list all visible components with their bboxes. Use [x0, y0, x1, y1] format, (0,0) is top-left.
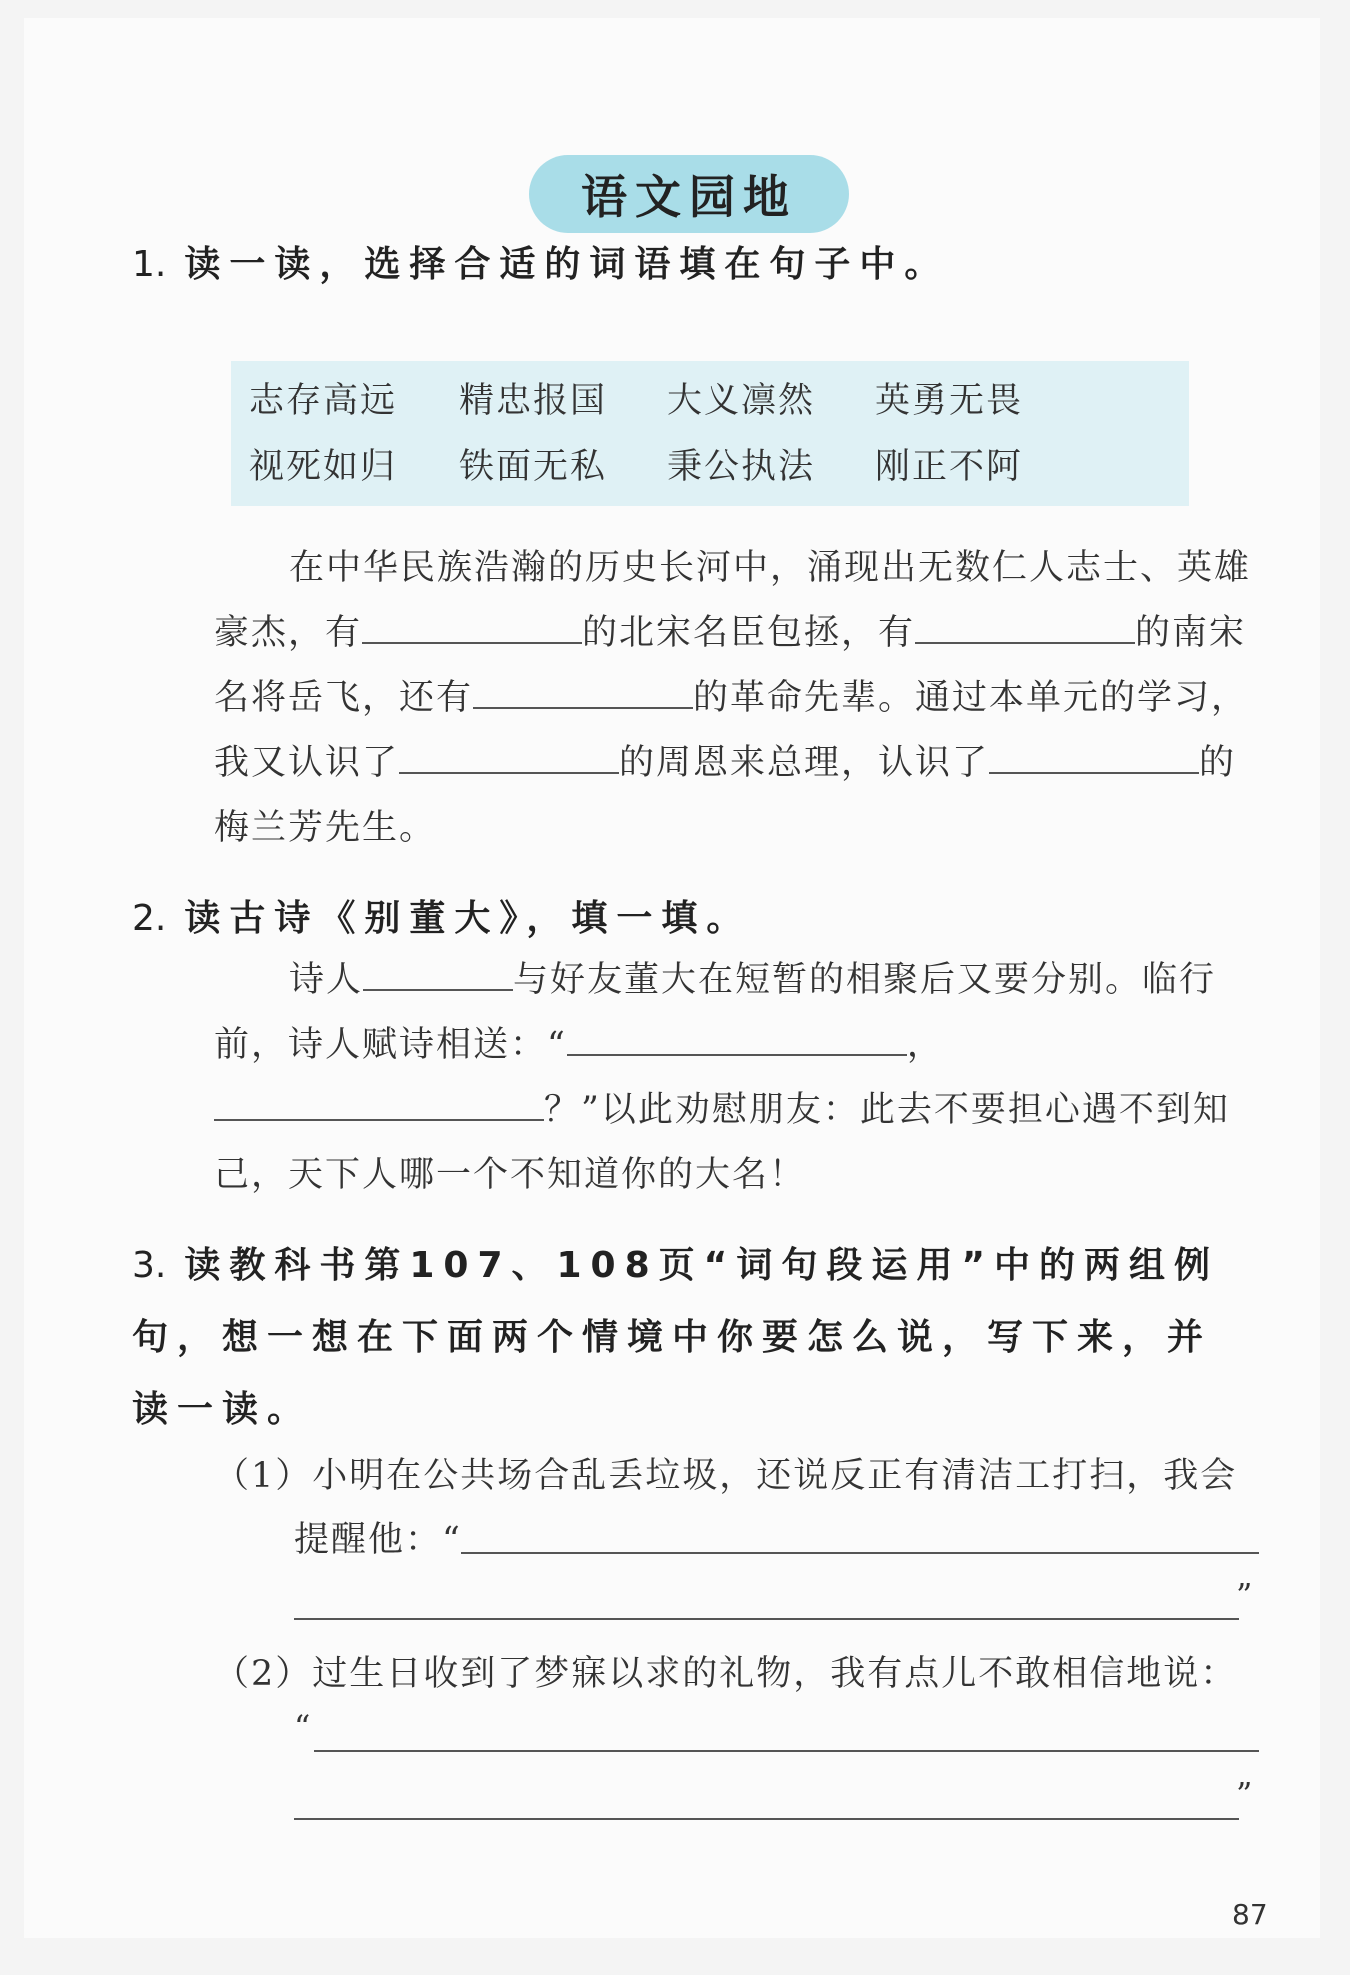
word-bank-item: 铁面无私	[459, 447, 608, 487]
word-bank-item: 英勇无畏	[875, 381, 1024, 421]
answer-line[interactable]	[461, 1552, 1259, 1554]
question-prompt: 读一读，选择合适的词语填在句子中。	[184, 244, 950, 285]
word-bank-item: 志存高远	[249, 381, 398, 421]
fill-blank[interactable]	[214, 1081, 544, 1121]
question-number: 2.	[132, 898, 167, 939]
scenario-1-prompt: 提醒他：“	[294, 1520, 462, 1560]
word-bank	[231, 361, 1189, 506]
answer-line[interactable]	[314, 1750, 1259, 1752]
question-2-heading	[132, 890, 751, 941]
word-bank-item: 刚正不阿	[875, 447, 1024, 487]
fill-blank[interactable]	[989, 734, 1199, 774]
question-3-heading	[132, 1230, 1232, 1446]
word-bank-item: 视死如归	[249, 447, 398, 487]
fill-blank[interactable]	[473, 669, 693, 709]
fill-blank[interactable]	[915, 604, 1135, 644]
scenario-2-text: （2）过生日收到了梦寐以求的礼物，我有点儿不敢相信地说：	[214, 1654, 1238, 1694]
question-2-passage: 诗人 与好友董大在短暂的相聚后又要分别。临行前，诗人赋诗相送：“ ，？”以此劝慰朋友：此去不要担心遇不到知己，天下人哪一个不知道你的大名！	[214, 948, 1254, 1208]
question-prompt: 读教科书第107、108页“词句段运用”中的两组例句，想一想在下面两个情境中你要怎么说，写下来，并读一读。	[132, 1245, 1219, 1430]
page-number: 87	[1232, 1898, 1268, 1931]
fill-blank[interactable]	[363, 951, 513, 991]
section-title-banner	[529, 155, 849, 233]
question-number: 1.	[132, 244, 167, 285]
question-1-heading	[132, 236, 949, 287]
question-1-passage: 在中华民族浩瀚的历史长河中，涌现出无数仁人志士、英雄豪杰，有 的北宋名臣包拯，有 的南宋名将岳飞，还有 的革命先辈。通过本单元的学习，我又认识了 的周恩来总理，认识了 的梅兰芳先生。	[214, 548, 1252, 848]
word-bank-item: 秉公执法	[667, 447, 816, 487]
open-quote: “	[294, 1708, 311, 1746]
fill-blank[interactable]	[567, 1016, 907, 1056]
word-bank-item: 精忠报国	[459, 381, 608, 421]
answer-line[interactable]	[294, 1818, 1239, 1820]
workbook-page	[24, 18, 1320, 1938]
word-bank-item: 大义凛然	[667, 381, 816, 421]
fill-blank[interactable]	[362, 604, 582, 644]
fill-blank[interactable]	[399, 734, 619, 774]
question-number: 3.	[132, 1245, 167, 1286]
section-title: 语文园地	[581, 170, 797, 224]
close-quote: ”	[1236, 1775, 1253, 1813]
close-quote: ”	[1236, 1576, 1253, 1614]
question-prompt: 读古诗《别董大》，填一填。	[184, 898, 752, 939]
scenario-1-text: （1）小明在公共场合乱丢垃圾，还说反正有清洁工打扫，我会	[214, 1456, 1238, 1496]
answer-line[interactable]	[294, 1618, 1239, 1620]
